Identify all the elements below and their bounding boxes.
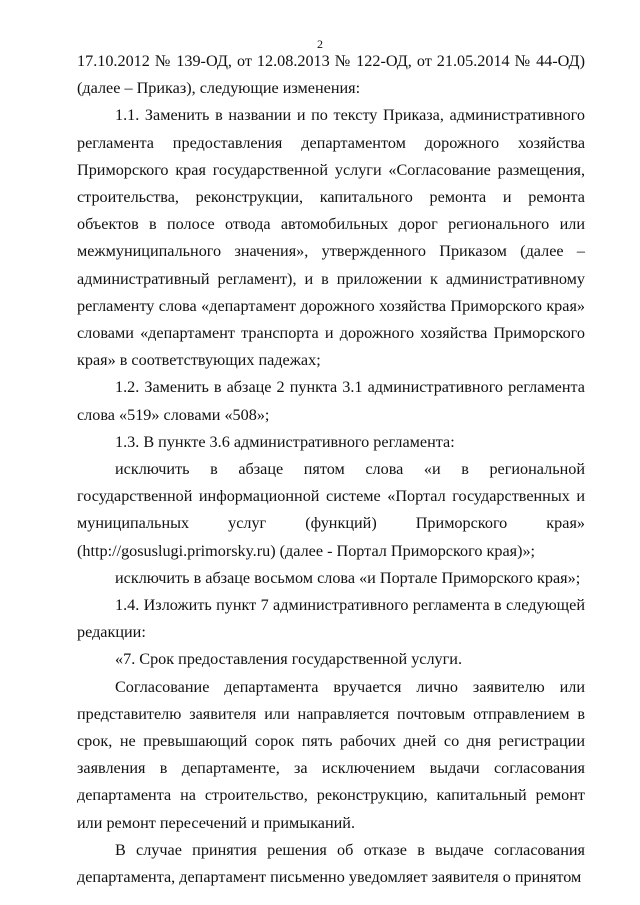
document-body (77, 48, 585, 891)
paragraph-continuation: 17.10.2012 № 139-ОД, от 12.08.2013 № 122-ОД, от 21.05.2014 № 44-ОД) (далее – Приказ), следующие изменения: (77, 52, 585, 98)
paragraph-exclude-fifth: исключить в абзаце пятом слова «и в региональной государственной информационной системе «Портал государственных и муниципальных услуг (функций) Приморского края» (http://gosuslugi.primorsky.ru) (далее - Портал Приморского края)»; (77, 460, 585, 560)
paragraph-approval-delivery: Согласование департамента вручается лично заявителю или представителю заявителя или направляется почтовым отправлением в срок, не превышающий сорок пять рабочих дней со дня регистрации заявления в департаменте, за исключением выдачи согласования департамента на строительство, реконструкцию, капитальный ремонт или ремонт пересечений и примыканий. (77, 677, 585, 832)
paragraph-item-1-1: 1.1. Заменить в названии и по тексту Приказа, административного регламента предоставления департаментом дорожного хозяйства Приморского края государственной услуги «Согласование размещения, строительства, реконструкции, капитального ремонта и ремонта объектов в полосе отвода автомобильных дорог регионального или межмуниципального значения», утвержденного Приказом (далее – административный регламент), и в приложении к административному регламенту слова «департамент дорожного хозяйства Приморского края» словами «департамент транспорта и дорожного хозяйства Приморского края» в соответствующих падежах; (77, 106, 585, 370)
paragraph-item-1-2: 1.2. Заменить в абзаце 2 пункта 3.1 административного регламента слова «519» словами «508»; (77, 378, 585, 424)
paragraph-section-7-title: «7. Срок предоставления государственной услуги. (115, 650, 463, 669)
paragraph-refusal: В случае принятия решения об отказе в выдаче согласования департамента, департамент письменно уведомляет заявителя о принятом (77, 840, 585, 887)
paragraph-item-1-4: 1.4. Изложить пункт 7 административного регламента в следующей редакции: (77, 596, 585, 642)
paragraph-item-1-3: 1.3. В пункте 3.6 административного регламента: (115, 432, 455, 451)
page-number: 2 (317, 37, 323, 51)
paragraph-exclude-eighth: исключить в абзаце восьмом слова «и Портале Приморского края»; (115, 568, 581, 587)
